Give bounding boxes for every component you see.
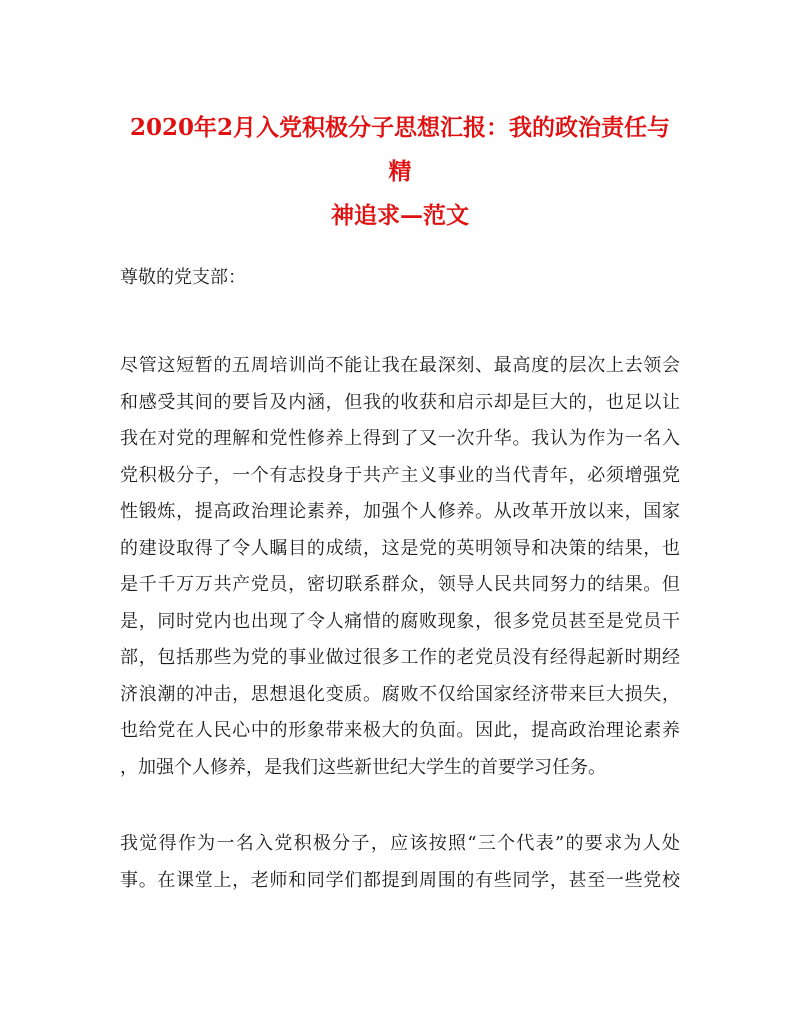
paragraph-line: 我在对党的理解和党性修养上得到了又一次升华。我认为作为一名入 bbox=[120, 428, 680, 449]
paragraph-line: 济浪潮的冲击，思想退化变质。腐败不仅给国家经济带来巨大损失， bbox=[120, 683, 680, 705]
document-title bbox=[120, 106, 680, 238]
paragraph-line: 也给党在人民心中的形象带来极大的负面。因此，提高政治理论素养 bbox=[120, 720, 680, 741]
paragraph-line: 事。在课堂上，老师和同学们都提到周围的有些同学，甚至一些党校 bbox=[120, 869, 680, 891]
title-line-1: 2020年2月入党积极分子思想汇报：我的政治责任与精 bbox=[129, 114, 671, 185]
paragraph-line: 部，包括那些为党的事业做过很多工作的老党员没有经得起新时期经 bbox=[120, 647, 680, 668]
paragraph-line: 尽管这短暂的五周培训尚不能让我在最深刻、最高度的层次上去领会 bbox=[120, 355, 680, 376]
paragraph-line: 是千千万万共产党员，密切联系群众，领导人民共同努力的结果。但 bbox=[120, 574, 680, 595]
salutation: 尊敬的党支部： bbox=[120, 267, 246, 288]
title-line-2: 神追求—范文 bbox=[331, 202, 469, 229]
paragraph-line: 是，同时党内也出现了令人痛惜的腐败现象，很多党员甚至是党员干 bbox=[120, 610, 680, 632]
paragraph-line: 的建设取得了令人瞩目的成绩，这是党的英明领导和决策的结果，也 bbox=[120, 537, 680, 559]
document-page bbox=[120, 106, 680, 939]
paragraph-line: 我觉得作为一名入党积极分子，应该按照“三个代表”的要求为人处 bbox=[120, 833, 680, 854]
paragraph-2 bbox=[120, 826, 680, 899]
paragraph-line: 和感受其间的要旨及内涵，但我的收获和启示却是巨大的，也足以让 bbox=[120, 391, 680, 413]
paragraph-1 bbox=[120, 348, 680, 786]
paragraph-line: ，加强个人修养，是我们这些新世纪大学生的首要学习任务。 bbox=[120, 756, 606, 778]
paragraph-line: 性锻炼，提高政治理论素养，加强个人修养。从改革开放以来，国家 bbox=[120, 501, 680, 522]
paragraph-line: 党积极分子，一个有志投身于共产主义事业的当代青年，必须增强党 bbox=[120, 464, 680, 486]
